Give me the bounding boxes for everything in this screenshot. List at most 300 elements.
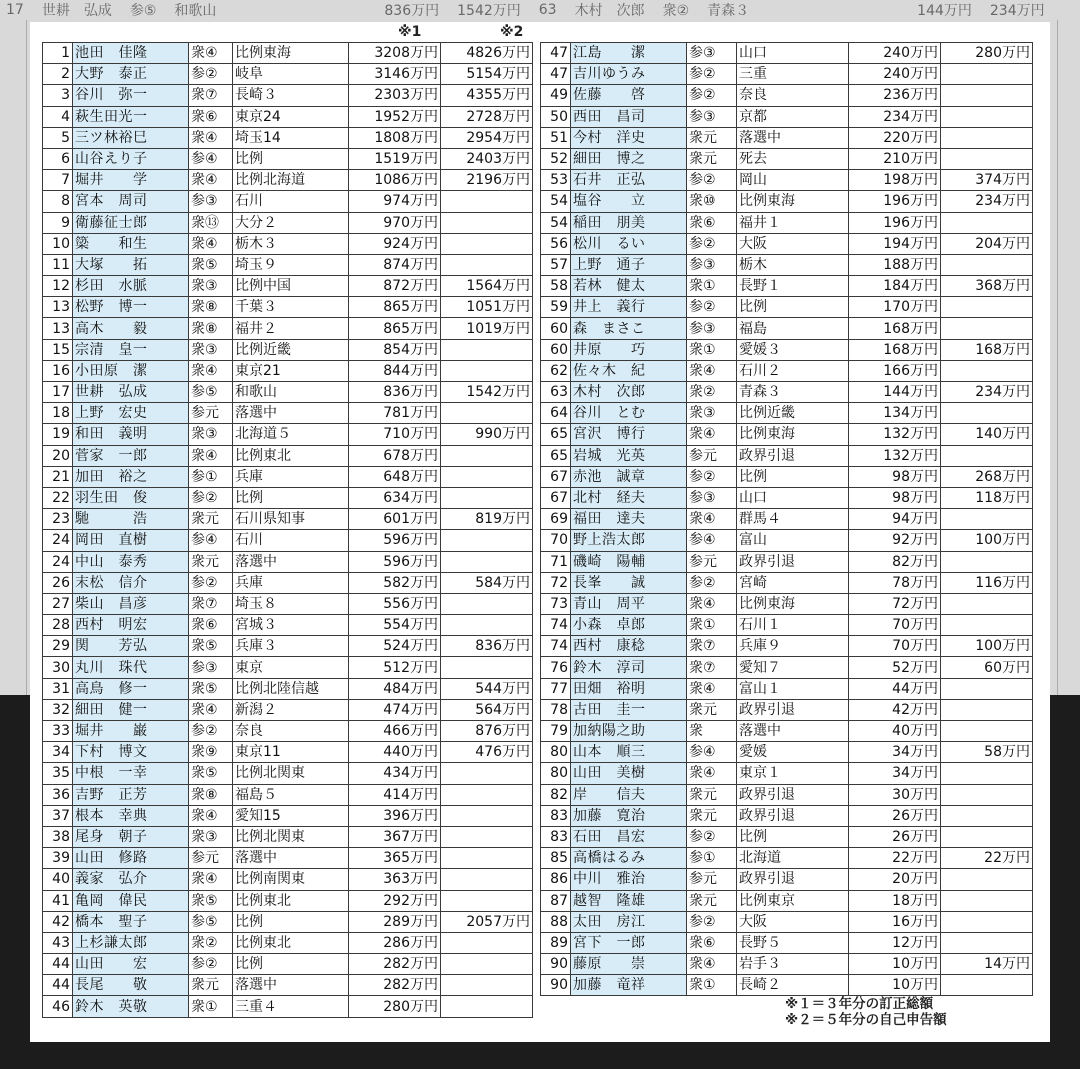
rank-cell: 82 <box>541 784 571 805</box>
rank-cell: 24 <box>43 551 73 572</box>
name-cell: 太田 房江 <box>571 911 687 932</box>
amount-1-cell: 22万円 <box>849 848 941 869</box>
district-cell: 比例近畿 <box>233 339 349 360</box>
table-row <box>43 191 533 212</box>
table-row <box>43 445 533 466</box>
name-cell: 石田 昌宏 <box>571 826 687 847</box>
house-cell: 衆③ <box>189 424 233 445</box>
amount-1-cell: 854万円 <box>349 339 441 360</box>
name-cell: 山谷えり子 <box>73 148 189 169</box>
table-row <box>541 339 1033 360</box>
name-cell: 井原 巧 <box>571 339 687 360</box>
rank-cell: 89 <box>541 932 571 953</box>
house-cell: 参② <box>687 572 737 593</box>
name-cell: 鈴木 英敬 <box>73 996 189 1017</box>
amount-2-cell: 1019万円 <box>441 318 533 339</box>
district-cell: 福島５ <box>233 784 349 805</box>
amount-1-cell: 196万円 <box>849 212 941 233</box>
rank-cell: 41 <box>43 890 73 911</box>
district-cell: 三重 <box>737 64 849 85</box>
table-row <box>43 996 533 1017</box>
name-cell: 堀井 巌 <box>73 721 189 742</box>
amount-1-cell: 10万円 <box>849 954 941 975</box>
amount-1-cell: 70万円 <box>849 636 941 657</box>
amount-2-cell <box>441 975 533 996</box>
house-cell: 衆④ <box>687 593 737 614</box>
background-column-left <box>0 20 27 695</box>
rank-cell: 20 <box>43 445 73 466</box>
table-row <box>43 572 533 593</box>
rank-cell: 85 <box>541 848 571 869</box>
district-cell: 落選中 <box>233 551 349 572</box>
rank-cell: 4 <box>43 106 73 127</box>
district-cell: 東京11 <box>233 742 349 763</box>
table-row <box>541 445 1033 466</box>
district-cell: 和歌山 <box>233 382 349 403</box>
amount-2-cell <box>441 487 533 508</box>
house-cell: 参④ <box>687 742 737 763</box>
name-cell: 北村 経夫 <box>571 487 687 508</box>
rank-cell: 36 <box>43 784 73 805</box>
amount-1-cell: 98万円 <box>849 487 941 508</box>
name-cell: 上野 通子 <box>571 254 687 275</box>
rank-cell: 16 <box>43 360 73 381</box>
amount-1-cell: 524万円 <box>349 636 441 657</box>
district-cell: 比例南関東 <box>233 869 349 890</box>
district-cell: 政界引退 <box>737 784 849 805</box>
note-2-label: ※2 <box>500 24 524 40</box>
table-row <box>541 127 1033 148</box>
amount-2-cell: 168万円 <box>941 339 1033 360</box>
amount-2-cell <box>441 212 533 233</box>
house-cell: 衆③ <box>687 403 737 424</box>
district-cell: 落選中 <box>233 848 349 869</box>
amount-2-cell <box>941 721 1033 742</box>
rank-cell: 13 <box>43 318 73 339</box>
amount-1-cell: 484万円 <box>349 678 441 699</box>
rank-cell: 50 <box>541 106 571 127</box>
district-cell: 山口 <box>737 43 849 64</box>
amount-2-cell <box>441 360 533 381</box>
amount-1-cell: 396万円 <box>349 805 441 826</box>
amount-2-cell <box>441 805 533 826</box>
district-cell: 東京 <box>233 657 349 678</box>
amount-2-cell <box>941 805 1033 826</box>
amount-1-cell: 82万円 <box>849 551 941 572</box>
amount-2-cell <box>441 445 533 466</box>
name-cell: 馳 浩 <box>73 509 189 530</box>
amount-2-cell: 2057万円 <box>441 911 533 932</box>
amount-1-cell: 286万円 <box>349 932 441 953</box>
rank-cell: 8 <box>43 191 73 212</box>
table-row <box>43 551 533 572</box>
name-cell: 菅家 一郎 <box>73 445 189 466</box>
table-row <box>43 678 533 699</box>
table-row <box>541 276 1033 297</box>
table-row <box>43 466 533 487</box>
district-cell: 長野５ <box>737 932 849 953</box>
table-row <box>541 572 1033 593</box>
rank-cell: 35 <box>43 763 73 784</box>
district-cell: 福井１ <box>737 212 849 233</box>
name-cell: 中川 雅治 <box>571 869 687 890</box>
bg-cell: 144万円 <box>917 3 972 19</box>
amount-1-cell: 34万円 <box>849 742 941 763</box>
rank-cell: 69 <box>541 509 571 530</box>
amount-1-cell: 874万円 <box>349 254 441 275</box>
district-cell: 落選中 <box>737 127 849 148</box>
amount-2-cell <box>941 64 1033 85</box>
name-cell: 和田 義明 <box>73 424 189 445</box>
rank-cell: 83 <box>541 826 571 847</box>
name-cell: 森 まさこ <box>571 318 687 339</box>
table-row <box>541 191 1033 212</box>
table-row <box>43 85 533 106</box>
house-cell: 衆⑩ <box>687 191 737 212</box>
amount-1-cell: 78万円 <box>849 572 941 593</box>
district-cell: 比例中国 <box>233 276 349 297</box>
amount-2-cell <box>441 869 533 890</box>
district-cell: 北海道 <box>737 848 849 869</box>
footnote-1: ※１＝３年分の訂正総額 <box>785 996 934 1012</box>
table-row <box>43 911 533 932</box>
amount-2-cell <box>941 932 1033 953</box>
house-cell: 参③ <box>189 657 233 678</box>
house-cell: 参② <box>687 466 737 487</box>
house-cell: 参② <box>189 721 233 742</box>
house-cell: 衆⑥ <box>687 932 737 953</box>
amount-1-cell: 292万円 <box>349 890 441 911</box>
rank-cell: 7 <box>43 170 73 191</box>
amount-2-cell: 14万円 <box>941 954 1033 975</box>
district-cell: 東京24 <box>233 106 349 127</box>
amount-2-cell: 2728万円 <box>441 106 533 127</box>
district-cell: 大阪 <box>737 911 849 932</box>
table-row <box>541 699 1033 720</box>
district-cell: 奈良 <box>233 721 349 742</box>
district-cell: 比例北海道 <box>233 170 349 191</box>
amount-2-cell: 100万円 <box>941 636 1033 657</box>
name-cell: 萩生田光一 <box>73 106 189 127</box>
house-cell: 衆⑨ <box>189 742 233 763</box>
district-cell: 栃木３ <box>233 233 349 254</box>
district-cell: 比例 <box>737 826 849 847</box>
table-row <box>43 170 533 191</box>
rank-cell: 24 <box>43 530 73 551</box>
amount-2-cell: 4355万円 <box>441 85 533 106</box>
name-cell: 高橋はるみ <box>571 848 687 869</box>
bg-cell: 木村 次郎 <box>574 3 645 19</box>
name-cell: 岸 信夫 <box>571 784 687 805</box>
name-cell: 宮本 周司 <box>73 191 189 212</box>
house-cell: 衆元 <box>687 127 737 148</box>
rank-cell: 40 <box>43 869 73 890</box>
district-cell: 兵庫 <box>233 572 349 593</box>
rank-cell: 67 <box>541 487 571 508</box>
house-cell: 衆④ <box>189 699 233 720</box>
rank-cell: 90 <box>541 954 571 975</box>
amount-1-cell: 26万円 <box>849 805 941 826</box>
rank-cell: 59 <box>541 297 571 318</box>
rank-cell: 3 <box>43 85 73 106</box>
amount-1-cell: 414万円 <box>349 784 441 805</box>
rank-cell: 39 <box>43 848 73 869</box>
district-cell: 奈良 <box>737 85 849 106</box>
name-cell: 越智 隆雄 <box>571 890 687 911</box>
house-cell: 参③ <box>687 43 737 64</box>
name-cell: 柴山 昌彦 <box>73 593 189 614</box>
house-cell: 参② <box>687 233 737 254</box>
amount-1-cell: 282万円 <box>349 975 441 996</box>
table-row <box>43 615 533 636</box>
table-row <box>541 212 1033 233</box>
district-cell: 比例東北 <box>233 932 349 953</box>
amount-2-cell <box>441 530 533 551</box>
amount-1-cell: 974万円 <box>349 191 441 212</box>
amount-2-cell: 58万円 <box>941 742 1033 763</box>
rank-cell: 87 <box>541 890 571 911</box>
rank-cell: 70 <box>541 530 571 551</box>
name-cell: 長尾 敬 <box>73 975 189 996</box>
table-row <box>541 148 1033 169</box>
name-cell: 藤原 崇 <box>571 954 687 975</box>
table-row <box>43 276 533 297</box>
house-cell: 衆⑬ <box>189 212 233 233</box>
district-cell: 長野１ <box>737 276 849 297</box>
amount-1-cell: 865万円 <box>349 297 441 318</box>
table-row <box>541 911 1033 932</box>
district-cell: 比例北関東 <box>233 826 349 847</box>
background-row <box>0 0 1080 20</box>
table-row <box>541 551 1033 572</box>
name-cell: 長峯 誠 <box>571 572 687 593</box>
table-row <box>43 339 533 360</box>
house-cell: 衆⑧ <box>189 318 233 339</box>
amount-2-cell: 5154万円 <box>441 64 533 85</box>
amount-2-cell <box>441 890 533 911</box>
name-cell: 上杉謙太郎 <box>73 932 189 953</box>
table-row <box>541 615 1033 636</box>
amount-2-cell: 234万円 <box>941 382 1033 403</box>
name-cell: 谷川 とむ <box>571 403 687 424</box>
amount-2-cell <box>941 297 1033 318</box>
district-cell: 政界引退 <box>737 699 849 720</box>
rank-cell: 83 <box>541 805 571 826</box>
house-cell: 衆④ <box>189 805 233 826</box>
name-cell: 西田 昌司 <box>571 106 687 127</box>
district-cell: 大分２ <box>233 212 349 233</box>
name-cell: 加藤 竜祥 <box>571 975 687 996</box>
amount-1-cell: 512万円 <box>349 657 441 678</box>
district-cell: 栃木 <box>737 254 849 275</box>
table-row <box>43 848 533 869</box>
district-cell: 青森３ <box>737 382 849 403</box>
name-cell: 山田 宏 <box>73 954 189 975</box>
table-row <box>43 932 533 953</box>
house-cell: 参② <box>687 85 737 106</box>
rank-cell: 15 <box>43 339 73 360</box>
amount-1-cell: 10万円 <box>849 975 941 996</box>
amount-2-cell: 4826万円 <box>441 43 533 64</box>
name-cell: 宗清 皇一 <box>73 339 189 360</box>
ranking-table-right <box>540 42 1033 996</box>
amount-2-cell <box>941 869 1033 890</box>
rank-cell: 78 <box>541 699 571 720</box>
table-row <box>43 254 533 275</box>
name-cell: 衛藤征士郎 <box>73 212 189 233</box>
rank-cell: 1 <box>43 43 73 64</box>
rank-cell: 21 <box>43 466 73 487</box>
table-row <box>541 826 1033 847</box>
amount-1-cell: 872万円 <box>349 276 441 297</box>
house-cell: 衆① <box>687 276 737 297</box>
house-cell: 衆⑦ <box>189 85 233 106</box>
amount-2-cell <box>941 615 1033 636</box>
amount-1-cell: 2303万円 <box>349 85 441 106</box>
district-cell: 比例 <box>233 954 349 975</box>
amount-2-cell: 1564万円 <box>441 276 533 297</box>
table-row <box>43 148 533 169</box>
amount-1-cell: 3208万円 <box>349 43 441 64</box>
amount-2-cell <box>441 826 533 847</box>
amount-2-cell <box>941 85 1033 106</box>
table-row <box>541 170 1033 191</box>
rank-cell: 51 <box>541 127 571 148</box>
amount-2-cell <box>441 784 533 805</box>
table-row <box>43 64 533 85</box>
amount-2-cell <box>441 657 533 678</box>
bg-cell: 参⑤ <box>129 3 157 19</box>
amount-1-cell: 34万円 <box>849 763 941 784</box>
amount-2-cell: 476万円 <box>441 742 533 763</box>
house-cell: 衆④ <box>687 763 737 784</box>
house-cell: 参④ <box>687 530 737 551</box>
name-cell: 尾身 朝子 <box>73 826 189 847</box>
amount-1-cell: 434万円 <box>349 763 441 784</box>
amount-1-cell: 194万円 <box>849 233 941 254</box>
footnotes <box>785 996 1040 1028</box>
column-notes <box>398 24 598 42</box>
rank-cell: 64 <box>541 403 571 424</box>
house-cell: 参元 <box>687 869 737 890</box>
table-row <box>541 954 1033 975</box>
district-cell: 群馬４ <box>737 509 849 530</box>
rank-cell: 54 <box>541 212 571 233</box>
background-column-right <box>1057 20 1080 695</box>
amount-2-cell: 2403万円 <box>441 148 533 169</box>
district-cell: 比例 <box>233 487 349 508</box>
rank-cell: 42 <box>43 911 73 932</box>
amount-2-cell <box>941 551 1033 572</box>
house-cell: 衆元 <box>189 509 233 530</box>
name-cell: 田畑 裕明 <box>571 678 687 699</box>
bg-cell: 衆② <box>662 3 690 19</box>
house-cell: 衆③ <box>189 339 233 360</box>
amount-1-cell: 20万円 <box>849 869 941 890</box>
table-row <box>43 699 533 720</box>
rank-cell: 71 <box>541 551 571 572</box>
name-cell: 世耕 弘成 <box>73 382 189 403</box>
rank-cell: 60 <box>541 339 571 360</box>
house-cell: 参② <box>687 911 737 932</box>
district-cell: 比例近畿 <box>737 403 849 424</box>
rank-cell: 80 <box>541 763 571 784</box>
house-cell: 衆③ <box>189 276 233 297</box>
district-cell: 比例 <box>737 466 849 487</box>
bg-cell: 63 <box>538 2 557 18</box>
name-cell: 大塚 拓 <box>73 254 189 275</box>
amount-2-cell <box>941 975 1033 996</box>
name-cell: 中山 泰秀 <box>73 551 189 572</box>
ranking-document <box>30 22 1050 1042</box>
table-row <box>541 721 1033 742</box>
amount-1-cell: 30万円 <box>849 784 941 805</box>
rank-cell: 33 <box>43 721 73 742</box>
amount-2-cell: 234万円 <box>941 191 1033 212</box>
name-cell: 高鳥 修一 <box>73 678 189 699</box>
table-row <box>541 85 1033 106</box>
district-cell: 富山１ <box>737 678 849 699</box>
rank-cell: 10 <box>43 233 73 254</box>
table-row <box>43 721 533 742</box>
name-cell: 青山 周平 <box>571 593 687 614</box>
rank-cell: 28 <box>43 615 73 636</box>
house-cell: 参③ <box>189 191 233 212</box>
table-row <box>43 890 533 911</box>
house-cell: 参② <box>189 572 233 593</box>
amount-2-cell <box>941 678 1033 699</box>
name-cell: 岩城 光英 <box>571 445 687 466</box>
amount-2-cell <box>441 954 533 975</box>
district-cell: 長崎２ <box>737 975 849 996</box>
house-cell: 衆 <box>687 721 737 742</box>
district-cell: 富山 <box>737 530 849 551</box>
rank-cell: 18 <box>43 403 73 424</box>
rank-cell: 43 <box>43 932 73 953</box>
district-cell: 比例北陸信越 <box>233 678 349 699</box>
table-row <box>541 318 1033 339</box>
rank-cell: 79 <box>541 721 571 742</box>
table-row <box>43 403 533 424</box>
house-cell: 衆⑤ <box>189 763 233 784</box>
amount-2-cell: 564万円 <box>441 699 533 720</box>
district-cell: 比例 <box>737 297 849 318</box>
bg-cell: 1542万円 <box>457 3 521 19</box>
table-row <box>541 848 1033 869</box>
rank-cell: 47 <box>541 64 571 85</box>
name-cell: 鈴木 淳司 <box>571 657 687 678</box>
rank-cell: 65 <box>541 445 571 466</box>
name-cell: 古田 圭一 <box>571 699 687 720</box>
amount-1-cell: 166万円 <box>849 360 941 381</box>
amount-1-cell: 198万円 <box>849 170 941 191</box>
amount-2-cell: 116万円 <box>941 572 1033 593</box>
rank-cell: 32 <box>43 699 73 720</box>
house-cell: 参⑤ <box>189 382 233 403</box>
house-cell: 参② <box>189 487 233 508</box>
amount-2-cell: 60万円 <box>941 657 1033 678</box>
amount-2-cell <box>441 763 533 784</box>
table-row <box>541 805 1033 826</box>
amount-1-cell: 42万円 <box>849 699 941 720</box>
house-cell: 衆⑤ <box>189 678 233 699</box>
amount-1-cell: 170万円 <box>849 297 941 318</box>
amount-1-cell: 132万円 <box>849 445 941 466</box>
district-cell: 比例 <box>233 911 349 932</box>
rank-cell: 30 <box>43 657 73 678</box>
name-cell: 稲田 朋美 <box>571 212 687 233</box>
house-cell: 衆④ <box>687 509 737 530</box>
